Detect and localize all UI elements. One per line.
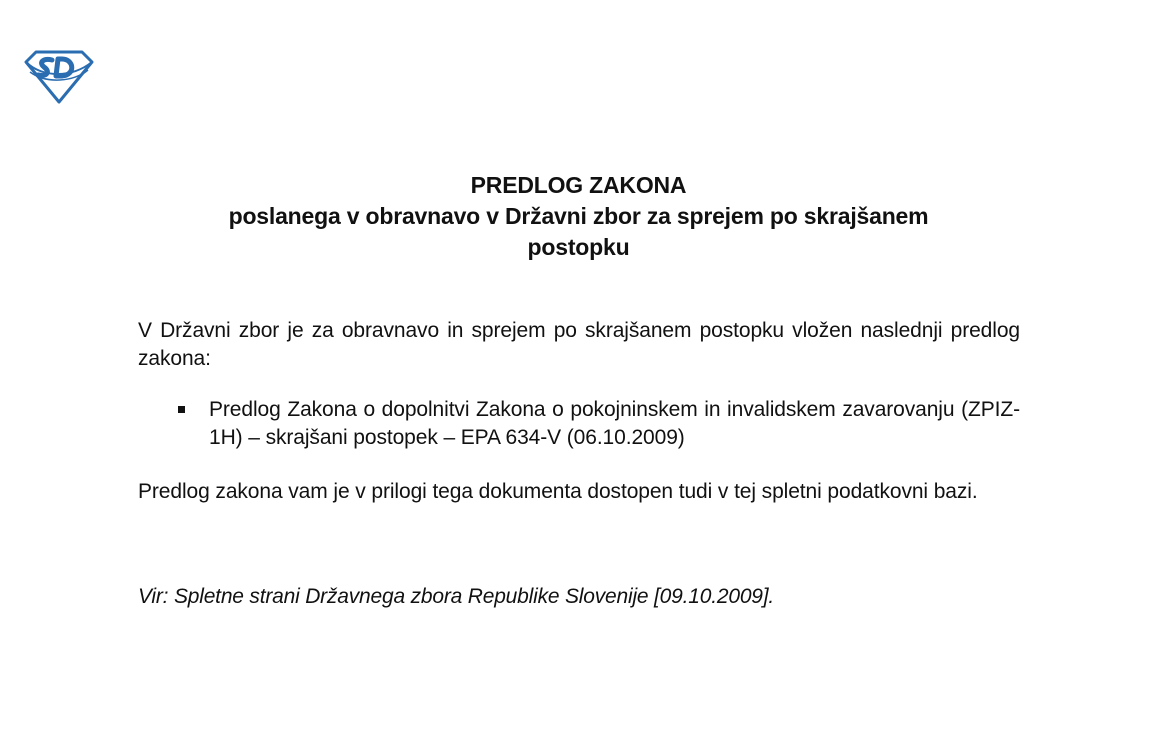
title-line-2: poslanega v obravnavo v Državni zbor za sprejem po skrajšanem (228, 203, 929, 229)
list-item (138, 396, 1020, 452)
source-note: Vir: Spletne strani Državnega zbora Republike Slovenije [09.10.2009]. (138, 585, 775, 608)
sd-shield-icon (22, 48, 96, 104)
document-title (120, 170, 1037, 263)
title-line-3: postopku (527, 234, 630, 260)
availability-paragraph: Predlog zakona vam je v prilogi tega dokumenta dostopen tudi v tej spletni podatkovni bazi. (138, 480, 978, 503)
intro-paragraph: V Državni zbor je za obravnavo in sprejem po skrajšanem postopku vložen naslednji predlog zakona: (138, 319, 1020, 370)
sd-logo (22, 48, 96, 104)
title-line-1: PREDLOG ZAKONA (470, 172, 687, 198)
square-bullet-icon (178, 406, 185, 413)
list-item-text: Predlog Zakona o dopolnitvi Zakona o pokojninskem in invalidskem zavarovanju (ZPIZ-1H) – skrajšani postopek – EPA 634-V (06.10.2009) (209, 398, 1020, 449)
